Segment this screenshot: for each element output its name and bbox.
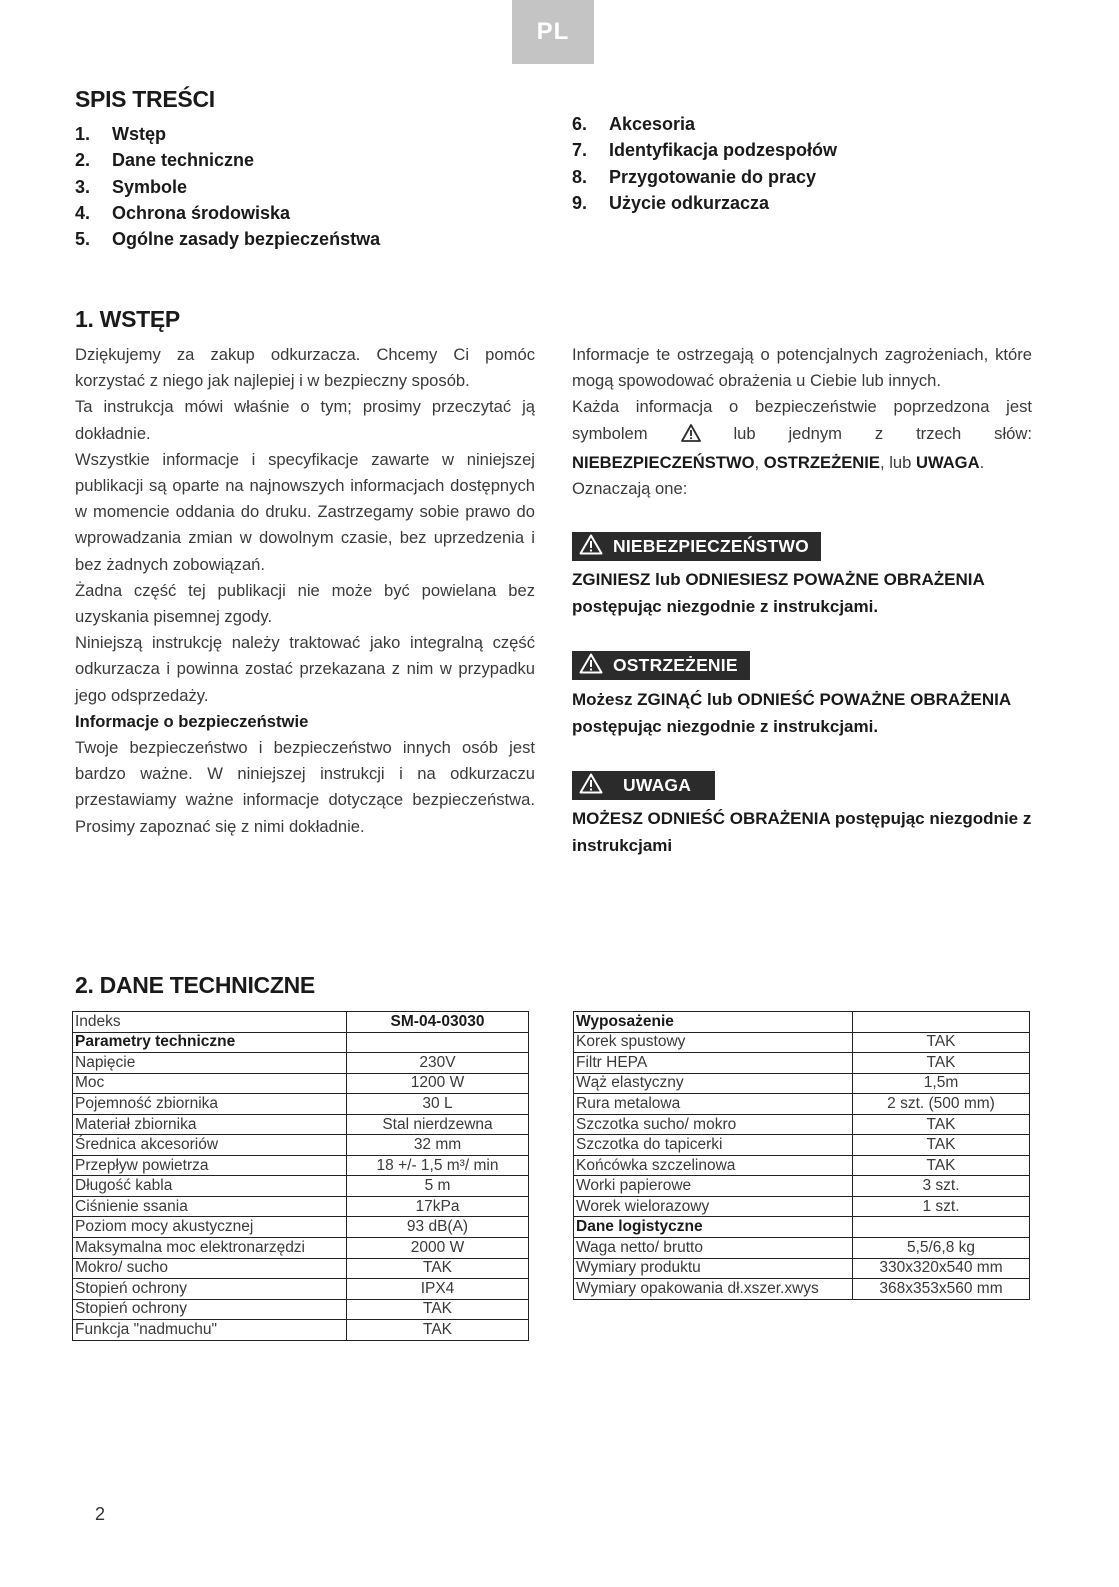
toc-item[interactable]: [572, 164, 837, 190]
spec-label-cell: Wymiary opakowania dł.xszer.xwys: [574, 1279, 853, 1300]
table-row: [574, 1073, 1030, 1094]
spec-value-cell: IPX4: [347, 1279, 529, 1300]
toc-item[interactable]: [572, 190, 837, 216]
toc-item-number: 1.: [75, 124, 91, 144]
toc-item[interactable]: [75, 121, 380, 147]
spec-label-cell: Pojemność zbiornika: [73, 1094, 347, 1115]
table-row: [574, 1053, 1030, 1074]
spec-label-cell: Korek spustowy: [574, 1032, 853, 1053]
spec-label-cell: Długość kabla: [73, 1176, 347, 1197]
spec-label-cell: Worek wielorazowy: [574, 1196, 853, 1217]
toc-item-label: Akcesoria: [609, 114, 696, 134]
signal-word: OSTRZEŻENIE: [763, 452, 880, 472]
table-row: [574, 1094, 1030, 1115]
language-tab: PL: [512, 0, 594, 64]
table-row: [73, 1258, 529, 1279]
spec-label-cell: Waga netto/ brutto: [574, 1238, 853, 1259]
spec-value-cell: TAK: [347, 1299, 529, 1320]
spec-value-cell: 2 szt. (500 mm): [853, 1094, 1030, 1115]
spec-value-cell: TAK: [853, 1114, 1030, 1135]
page-number: 2: [95, 1504, 106, 1524]
spec-label-cell: Końcówka szczelinowa: [574, 1155, 853, 1176]
spec-label-cell: Rura metalowa: [574, 1094, 853, 1115]
spec-label-cell: Wyposażenie: [574, 1012, 853, 1033]
spec-value-cell: 230V: [347, 1053, 529, 1074]
spec-label-cell: Dane logistyczne: [574, 1217, 853, 1238]
symbol-text: ,: [754, 452, 760, 472]
toc-item[interactable]: [572, 137, 837, 163]
warning-text: Możesz ZGINĄĆ lub ODNIEŚĆ POWAŻNE OBRAŻENIA postępując niezgodnie z instrukcjami.: [572, 690, 1011, 736]
spec-value-cell: 368x353x560 mm: [853, 1279, 1030, 1300]
tech-title: 2. DANE TECHNICZNE: [75, 972, 315, 998]
table-row: [574, 1258, 1030, 1279]
toc-item-number: 6.: [572, 114, 588, 134]
table-row: [73, 1073, 529, 1094]
intro-left-column: [75, 342, 535, 840]
danger-badge-label: NIEBEZPIECZEŃSTWO: [613, 536, 809, 556]
toc-item-label: Ogólne zasady bezpieczeństwa: [112, 229, 381, 250]
spec-label-cell: Szczotka do tapicerki: [574, 1135, 853, 1156]
table-row: [73, 1176, 529, 1197]
intro-paragraph: Oznaczają one:: [572, 479, 688, 499]
table-row: [574, 1114, 1030, 1135]
table-row: [574, 1155, 1030, 1176]
toc-item-number: 2.: [75, 150, 91, 171]
spec-value-cell: 30 L: [347, 1094, 529, 1115]
spec-label-cell: Szczotka sucho/ mokro: [574, 1114, 853, 1135]
spec-label-cell: Poziom mocy akustycznej: [73, 1217, 347, 1238]
caution-text: MOŻESZ ODNIEŚĆ OBRAŻENIA postępując niezgodnie z instrukcjami: [572, 809, 1032, 855]
spec-label-cell: Stopień ochrony: [73, 1299, 347, 1320]
symbol-text: , lub: [879, 452, 912, 472]
spec-value-cell: 5,5/6,8 kg: [853, 1238, 1030, 1259]
table-row: [73, 1012, 529, 1033]
spec-value-cell: 3 szt.: [853, 1176, 1030, 1197]
intro-title: 1. WSTĘP: [75, 306, 180, 332]
intro-paragraph: Ta instrukcja mówi właśnie o tym; prosimy przeczytać ją dokładnie.: [75, 397, 535, 443]
table-row: [574, 1176, 1030, 1197]
spec-label-cell: Indeks: [73, 1012, 347, 1033]
warning-triangle-icon: [681, 424, 701, 450]
spec-value-cell: 1 szt.: [853, 1196, 1030, 1217]
spec-value-cell: TAK: [853, 1155, 1030, 1176]
safety-heading: Informacje o bezpieczeństwie: [75, 711, 309, 731]
signal-word: UWAGA: [915, 452, 980, 472]
spec-value-cell: [853, 1012, 1030, 1033]
toc-list-right: [572, 111, 837, 216]
toc-item-label: Identyfikacja podzespołów: [609, 140, 838, 161]
table-row: [73, 1196, 529, 1217]
spec-label-cell: Worki papierowe: [574, 1176, 853, 1197]
toc-item[interactable]: [75, 200, 380, 226]
warning-badge-label: OSTRZEŻENIE: [613, 655, 738, 675]
spec-label-cell: Ciśnienie ssania: [73, 1196, 347, 1217]
intro-paragraph: Informacje te ostrzegają o potencjalnych zagrożeniach, które mogą spowodować obrażenia u Ciebie lub innych.: [572, 345, 1032, 391]
danger-badge: [572, 532, 821, 561]
toc-title: SPIS TREŚCI: [75, 86, 215, 112]
spec-label-cell: Przepływ powietrza: [73, 1155, 347, 1176]
spec-value-cell: TAK: [347, 1258, 529, 1279]
intro-paragraph: Niniejszą instrukcję należy traktować jako integralną część odkurzacza i powinna zostać przekazana z nim w przypadku jego odsprzedaży.: [75, 633, 535, 705]
spec-label-cell: Parametry techniczne: [73, 1032, 347, 1053]
toc-item-number: 7.: [572, 140, 588, 161]
toc-item-label: Dane techniczne: [112, 150, 255, 171]
intro-paragraph: Wszystkie informacje i specyfikacje zawarte w niniejszej publikacji są oparte na najnowszych informacjach dostępnych w momencie oddania do druku. Zastrzegamy sobie prawo do wprowadzania zmian w dowolnym czasie, bez uprzedzenia i bez żadnych zobowiązań.: [75, 449, 535, 574]
toc-item-label: Przygotowanie do pracy: [609, 166, 817, 187]
table-row: [73, 1279, 529, 1300]
table-row: [73, 1238, 529, 1259]
table-row: [73, 1114, 529, 1135]
spec-label-cell: Stopień ochrony: [73, 1279, 347, 1300]
intro-right-column: [572, 342, 1032, 502]
toc-item-label: Użycie odkurzacza: [609, 192, 770, 213]
spec-label-cell: Funkcja "nadmuchu": [73, 1320, 347, 1341]
table-row: [73, 1155, 529, 1176]
spec-label-cell: Średnica akcesoriów: [73, 1135, 347, 1156]
spec-value-cell: 93 dB(A): [347, 1217, 529, 1238]
spec-value-cell: [347, 1032, 529, 1053]
table-row: [574, 1279, 1030, 1300]
toc-list-left: [75, 121, 380, 252]
intro-paragraph: Żadna część tej publikacji nie może być powielana bez uzyskania pisemnej zgody.: [75, 580, 535, 627]
spec-value-cell: 5 m: [347, 1176, 529, 1197]
table-row: [574, 1012, 1030, 1033]
spec-label-cell: Materiał zbiornika: [73, 1114, 347, 1135]
spec-value-cell: 1,5m: [853, 1073, 1030, 1094]
spec-label-cell: Wąż elastyczny: [574, 1073, 853, 1094]
spec-value-cell: 330x320x540 mm: [853, 1258, 1030, 1279]
caution-badge: [572, 771, 715, 800]
table-row: [73, 1094, 529, 1115]
toc-item-label: Symbole: [112, 176, 188, 197]
toc-item-number: 9.: [572, 192, 588, 213]
spec-label-cell: Filtr HEPA: [574, 1053, 853, 1074]
table-row: [73, 1053, 529, 1074]
spec-value-cell: 17kPa: [347, 1196, 529, 1217]
spec-table-left: [72, 1011, 529, 1341]
spec-value-cell: Stal nierdzewna: [347, 1114, 529, 1135]
toc-item-number: 8.: [572, 166, 588, 187]
table-row: [574, 1217, 1030, 1238]
toc-item[interactable]: [75, 174, 380, 200]
danger-text: ZGINIESZ lub ODNIESIESZ POWAŻNE OBRAŻENIA postępując niezgodnie z instrukcjami.: [572, 570, 985, 616]
spec-value-cell: TAK: [853, 1053, 1030, 1074]
spec-value-cell: 1200 W: [347, 1073, 529, 1094]
spec-value-cell: TAK: [853, 1135, 1030, 1156]
toc-item[interactable]: [75, 226, 380, 252]
spec-label-cell: Maksymalna moc elektronarzędzi: [73, 1238, 347, 1259]
spec-value-cell: SM-04-03030: [347, 1012, 529, 1033]
spec-label-cell: Mokro/ sucho: [73, 1258, 347, 1279]
spec-value-cell: 18 +/- 1,5 m³/ min: [347, 1155, 529, 1176]
intro-paragraph: Twoje bezpieczeństwo i bezpieczeństwo innych osób jest bardzo ważne. W niniejszej instrukcji i na odkurzaczu przestawiamy ważne informacje dotyczące bezpieczeństwa. Prosimy zapoznać się z nimi dokładnie.: [75, 738, 535, 836]
table-row: [574, 1032, 1030, 1053]
table-row: [574, 1238, 1030, 1259]
signal-word: NIEBEZPIECZEŃSTWO: [572, 452, 755, 472]
table-row: [73, 1217, 529, 1238]
warning-triangle-icon: [579, 653, 603, 679]
warning-badge: [572, 651, 750, 680]
symbol-text: lub jednym z trzech słów:: [733, 423, 1032, 443]
spec-value-cell: 2000 W: [347, 1238, 529, 1259]
toc-item[interactable]: [75, 147, 380, 173]
spec-label-cell: Moc: [73, 1073, 347, 1094]
toc-item-number: 5.: [75, 229, 91, 250]
toc-item[interactable]: [572, 111, 837, 137]
spec-value-cell: TAK: [853, 1032, 1030, 1053]
symbol-text: Każda informacja o bezpieczeństwie poprzedzona jest symbolem: [572, 397, 1032, 443]
spec-label-cell: Wymiary produktu: [574, 1258, 853, 1279]
warning-triangle-icon: [579, 773, 603, 799]
table-row: [574, 1196, 1030, 1217]
toc-item-label: Wstęp: [112, 124, 166, 144]
symbol-paragraph: [572, 394, 1032, 476]
spec-value-cell: [853, 1217, 1030, 1238]
intro-paragraph: Dziękujemy za zakup odkurzacza. Chcemy Ci pomóc korzystać z niego jak najlepiej i w bezpieczny sposób.: [75, 345, 535, 391]
caution-badge-label: UWAGA: [623, 775, 692, 795]
table-row: [73, 1299, 529, 1320]
spec-label-cell: Napięcie: [73, 1053, 347, 1074]
table-row: [73, 1320, 529, 1341]
spec-value-cell: 32 mm: [347, 1135, 529, 1156]
spec-value-cell: TAK: [347, 1320, 529, 1341]
warning-triangle-icon: [579, 534, 603, 560]
table-row: [73, 1135, 529, 1156]
symbol-text: .: [979, 452, 985, 472]
table-row: [574, 1135, 1030, 1156]
spec-table-right: [573, 1011, 1030, 1300]
toc-item-number: 4.: [75, 202, 91, 223]
toc-item-number: 3.: [75, 176, 91, 197]
table-row: [73, 1032, 529, 1053]
toc-item-label: Ochrona środowiska: [112, 202, 291, 223]
